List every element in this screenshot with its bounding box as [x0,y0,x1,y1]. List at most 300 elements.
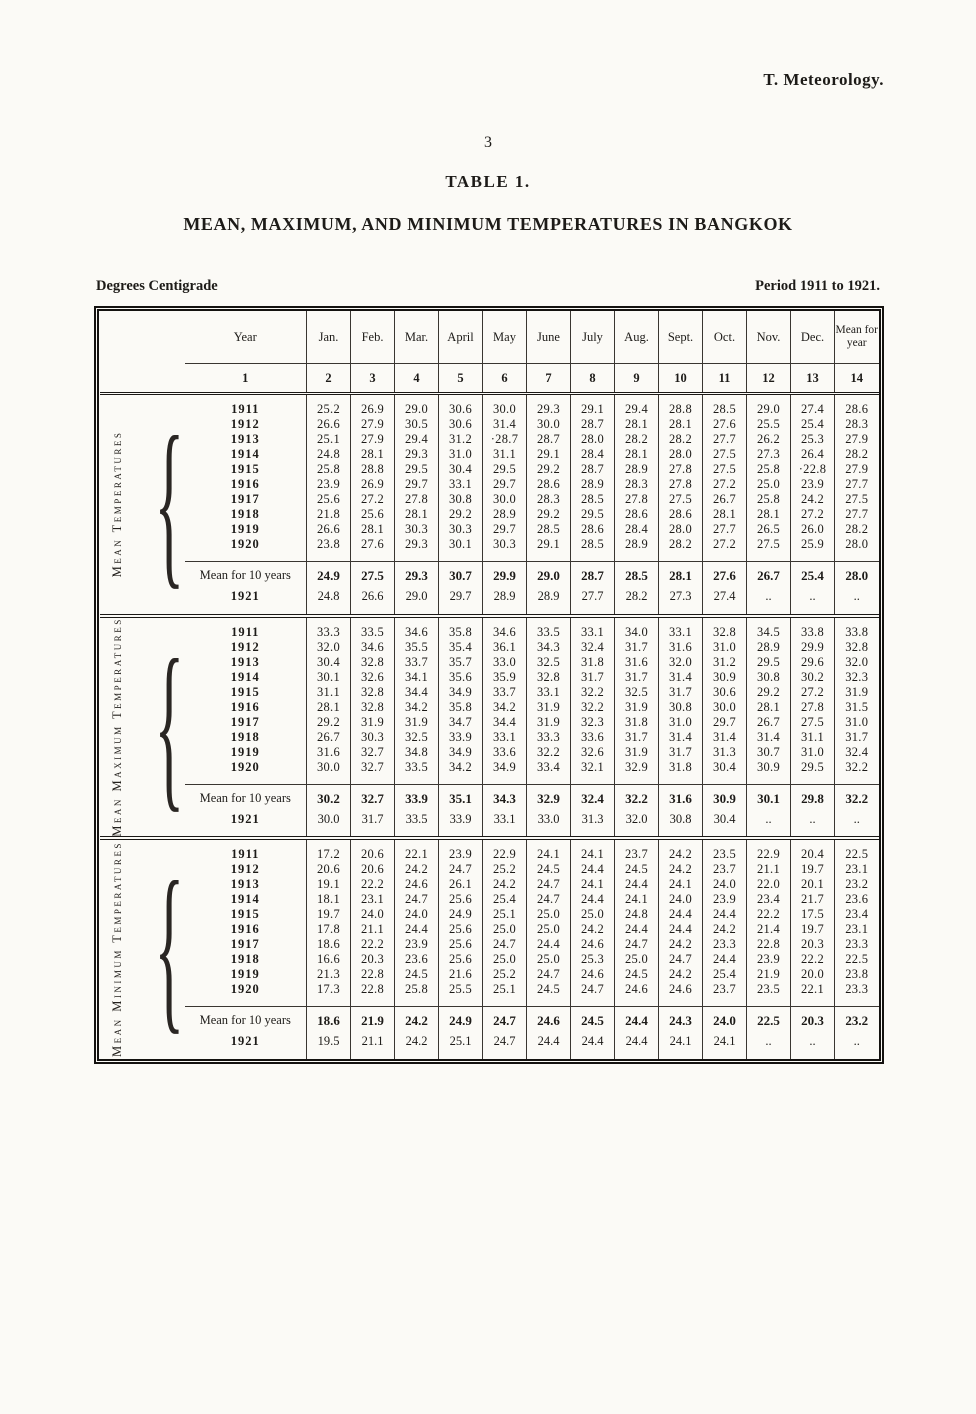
column-number: 8 [571,364,615,394]
temp-value-cell: 32.2 [527,745,571,760]
temp-value-cell: 32.5 [527,655,571,670]
temp-value-cell: 33.5 [395,760,439,785]
temp-value-cell: 31.8 [615,715,659,730]
temp-value-cell: 31.4 [747,730,791,745]
temp-value-cell: 24.8 [615,907,659,922]
temp-value-cell: 28.4 [571,447,615,462]
mean-value-cell: 29.8 [791,784,835,810]
temp-value-cell: 34.6 [483,618,527,640]
year-cell: 1915 [230,907,260,922]
column-header: April [439,311,483,364]
temp-value-cell: 31.4 [703,730,747,745]
temp-value-cell: 24.1 [571,877,615,892]
column-header: Feb. [351,311,395,364]
temp-value-cell: 31.7 [615,640,659,655]
temp-value-cell: 22.8 [351,967,395,982]
temp-value-cell: 25.6 [439,952,483,967]
mean-value-cell: 27.5 [351,562,395,588]
temp-value-cell: 24.4 [659,907,703,922]
temp-value-cell: 28.6 [527,477,571,492]
temp-value-cell: 25.0 [615,952,659,967]
temp-value-cell: 27.2 [703,537,747,562]
temp-value-cell: 31.7 [659,745,703,760]
temp-value-cell: 24.7 [659,952,703,967]
temp-value-cell: 31.6 [659,640,703,655]
temp-value-cell: 17.3 [307,982,351,1007]
temp-value-cell: 27.8 [659,477,703,492]
temp-value-cell: 30.2 [791,670,835,685]
mean-value-cell: 23.2 [835,1007,879,1033]
temp-value-cell: 24.5 [527,982,571,1007]
temp-value-cell: 18.1 [307,892,351,907]
temp-value-cell: 34.5 [747,618,791,640]
temp-value-cell: 30.9 [747,760,791,785]
temp-value-cell: 28.3 [615,477,659,492]
temp-value-cell: 20.6 [307,862,351,877]
temp-value-cell: 34.1 [395,670,439,685]
temp-value-cell: 24.7 [527,892,571,907]
temp-value-cell: 26.9 [351,394,395,418]
page-number: 3 [484,134,492,151]
temp-value-cell: 28.9 [483,587,527,616]
column-number: 4 [395,364,439,394]
temp-value-cell: 22.9 [483,840,527,862]
temp-value-cell: 27.4 [703,587,747,616]
temp-value-cell: 23.9 [791,477,835,492]
temp-value-cell: 29.1 [527,537,571,562]
temp-value-cell: 25.6 [439,937,483,952]
temp-value-cell: 27.9 [835,462,879,477]
temp-value-cell: 31.0 [703,640,747,655]
temp-value-cell: 25.1 [439,1032,483,1059]
temp-value-cell: 34.2 [439,760,483,785]
temp-value-cell: 31.7 [615,730,659,745]
year-cell: 1917 [230,714,260,729]
temp-value-cell: 29.7 [439,587,483,616]
temp-value-cell: 25.8 [747,492,791,507]
temp-value-cell: 25.2 [307,394,351,418]
temp-value-cell: 29.5 [747,655,791,670]
temp-value-cell: 28.0 [571,432,615,447]
temp-value-cell: 27.2 [791,507,835,522]
year-cell: 1916 [230,699,260,714]
temp-value-cell: 33.5 [395,810,439,839]
table-title: MEAN, MAXIMUM, AND MINIMUM TEMPERATURES IN BANGKOK [183,214,793,234]
mean-value-cell: 18.6 [307,1007,351,1033]
temp-value-cell: 21.1 [351,1032,395,1059]
temp-value-cell: 35.8 [439,618,483,640]
year-cell: 1921 [230,1034,260,1049]
temperature-table [100,311,879,1059]
temp-value-cell: 29.1 [527,447,571,462]
temp-value-cell: 23.9 [307,477,351,492]
temp-value-cell: 23.9 [703,892,747,907]
temp-value-cell: 28.1 [747,507,791,522]
temp-value-cell: 34.6 [395,618,439,640]
temp-value-cell: 17.8 [307,922,351,937]
temp-value-cell: 31.7 [571,670,615,685]
temp-value-cell: 29.7 [483,522,527,537]
year-cell: 1913 [230,877,260,892]
temp-value-cell: 24.2 [483,877,527,892]
temp-value-cell: 23.1 [835,862,879,877]
temp-value-cell: 29.0 [395,394,439,418]
temp-value-cell: 32.9 [615,760,659,785]
temp-value-cell: 30.8 [747,670,791,685]
temp-value-cell: 23.9 [439,840,483,862]
temp-value-cell: 33.6 [571,730,615,745]
mean-value-cell: 28.5 [615,562,659,588]
temp-value-cell: 28.2 [615,587,659,616]
mean-value-cell: 24.2 [395,1007,439,1033]
temp-value-cell: 24.4 [615,1032,659,1059]
temp-value-cell: 25.2 [483,862,527,877]
mean-value-cell: 25.4 [791,562,835,588]
temp-value-cell: 21.9 [747,967,791,982]
temp-value-cell: 23.3 [835,982,879,1007]
column-header: Aug. [615,311,659,364]
temp-value-cell: 34.9 [439,685,483,700]
temp-value-cell: 32.7 [351,760,395,785]
temp-value-cell: 33.3 [527,730,571,745]
temp-value-cell: 35.8 [439,700,483,715]
mean-value-cell: 28.0 [835,562,879,588]
temp-value-cell: 33.1 [527,685,571,700]
temp-value-cell: 22.1 [395,840,439,862]
column-header: June [527,311,571,364]
temp-value-cell: 32.6 [571,745,615,760]
temp-value-cell: 28.0 [835,537,879,562]
temp-value-cell: 32.2 [571,685,615,700]
temp-value-cell: 30.1 [439,537,483,562]
temp-value-cell: 23.2 [835,877,879,892]
temp-value-cell: 25.0 [483,952,527,967]
temp-value-cell: 32.6 [351,670,395,685]
temp-value-cell: 26.5 [747,522,791,537]
temp-value-cell: 29.2 [527,507,571,522]
temp-value-cell: 24.4 [703,952,747,967]
temp-value-cell: 24.2 [659,967,703,982]
temp-value-cell: 33.7 [483,685,527,700]
temp-value-cell: 26.7 [747,715,791,730]
temp-value-cell: 33.1 [483,810,527,839]
column-number: 12 [747,364,791,394]
temp-value-cell: 31.9 [615,745,659,760]
temp-value-cell: 27.2 [703,477,747,492]
year-cell: 1914 [230,669,260,684]
year-cell: 1916 [230,922,260,937]
temp-value-cell: 25.1 [307,432,351,447]
mean-value-cell: 24.5 [571,1007,615,1033]
mean-value-cell: 32.2 [615,784,659,810]
temp-value-cell: 27.7 [703,432,747,447]
temp-value-cell: 26.6 [307,522,351,537]
temp-value-cell: 24.6 [615,982,659,1007]
temp-value-cell: 24.4 [571,892,615,907]
temp-value-cell: 28.1 [747,700,791,715]
temp-value-cell: 29.6 [791,655,835,670]
temp-value-cell: 24.6 [571,937,615,952]
temp-value-cell: 34.8 [395,745,439,760]
temp-value-cell: 32.0 [307,640,351,655]
temp-value-cell: 24.2 [571,922,615,937]
temp-value-cell: 31.9 [615,700,659,715]
temp-value-cell: 28.5 [571,537,615,562]
temp-value-cell: 28.1 [703,507,747,522]
temp-value-cell: 25.0 [527,952,571,967]
temp-value-cell: 21.6 [439,967,483,982]
year-cell: 1911 [231,847,260,862]
temp-value-cell: 24.2 [791,492,835,507]
temp-value-cell: 23.1 [835,922,879,937]
temp-value-cell: 28.9 [483,507,527,522]
temp-value-cell: 24.4 [527,937,571,952]
temp-value-cell: 35.7 [439,655,483,670]
temp-value-cell: 33.1 [439,477,483,492]
temp-value-cell: 33.3 [307,618,351,640]
temp-value-cell: .. [747,810,791,839]
temp-value-cell: 24.1 [703,1032,747,1059]
temp-value-cell: 25.1 [483,907,527,922]
temp-value-cell: 32.2 [571,700,615,715]
temp-value-cell: 31.1 [791,730,835,745]
temp-value-cell: 27.6 [351,537,395,562]
temp-value-cell: 26.1 [439,877,483,892]
temp-value-cell: 27.4 [791,394,835,418]
temp-value-cell: 29.2 [527,462,571,477]
number-row-corner [100,364,185,394]
mean-value-cell: 30.2 [307,784,351,810]
temp-value-cell: 28.5 [703,394,747,418]
temp-value-cell: 24.1 [527,840,571,862]
temp-value-cell: 25.6 [439,922,483,937]
temp-value-cell: 27.7 [835,507,879,522]
running-head: T. Meteorology. [763,70,884,89]
section-brace: { [154,847,185,1052]
temp-value-cell: 24.0 [703,877,747,892]
temp-value-cell: 28.1 [307,700,351,715]
column-number: 10 [659,364,703,394]
year-cell: 1912 [230,862,260,877]
temp-value-cell: 34.2 [483,700,527,715]
temp-value-cell: 31.0 [659,715,703,730]
temp-value-cell: 24.4 [571,862,615,877]
temp-value-cell: ·28.7 [483,432,527,447]
temp-value-cell: 32.8 [351,655,395,670]
mean-value-cell: 24.9 [307,562,351,588]
mean-value-cell: 29.0 [527,562,571,588]
temp-value-cell: 31.0 [835,715,879,730]
temp-value-cell: .. [835,587,879,616]
section-brace: { [154,402,185,607]
temp-value-cell: 29.5 [395,462,439,477]
temp-value-cell: 31.9 [351,715,395,730]
temp-value-cell: 25.5 [747,417,791,432]
year-cell: 1919 [230,744,260,759]
column-header: Jan. [307,311,351,364]
temp-value-cell: 24.2 [659,937,703,952]
temp-value-cell: 32.0 [659,655,703,670]
temp-value-cell: 22.2 [791,952,835,967]
temp-value-cell: 29.0 [747,394,791,418]
temp-value-cell: 17.5 [791,907,835,922]
temp-value-cell: 28.7 [571,417,615,432]
temp-value-cell: 31.6 [615,655,659,670]
temp-value-cell: 29.5 [791,760,835,785]
temp-value-cell: 27.3 [747,447,791,462]
temp-value-cell: 35.9 [483,670,527,685]
temp-value-cell: 27.3 [659,587,703,616]
temp-value-cell: 33.8 [791,618,835,640]
temp-value-cell: 25.8 [747,462,791,477]
temp-value-cell: 30.0 [307,810,351,839]
temp-value-cell: 28.8 [659,394,703,418]
temp-value-cell: 29.3 [527,394,571,418]
temp-value-cell: 27.5 [703,447,747,462]
temp-value-cell: 23.6 [835,892,879,907]
temp-value-cell: 22.1 [791,982,835,1007]
temp-value-cell: 25.4 [703,967,747,982]
year-cell: 1918 [230,952,260,967]
temp-value-cell: 24.7 [615,937,659,952]
temp-value-cell: 21.7 [791,892,835,907]
mean-value-cell: 21.9 [351,1007,395,1033]
year-cell: 1913 [230,432,260,447]
temp-value-cell: 24.2 [395,1032,439,1059]
temp-value-cell: 25.4 [791,417,835,432]
section-label: Mean Minimum Temperatures [109,841,124,1058]
section-label-cell [100,840,185,1059]
temp-value-cell: 24.0 [659,892,703,907]
header-corner [100,311,185,364]
temp-value-cell: 24.2 [659,840,703,862]
temp-value-cell: .. [835,810,879,839]
temp-value-cell: 30.0 [483,394,527,418]
temp-value-cell: 31.5 [835,700,879,715]
temp-value-cell: 24.7 [571,982,615,1007]
temp-value-cell: 17.2 [307,840,351,862]
temp-value-cell: 31.7 [351,810,395,839]
temp-value-cell: 25.1 [483,982,527,1007]
temp-value-cell: 31.3 [703,745,747,760]
column-number: 6 [483,364,527,394]
temp-value-cell: .. [791,1032,835,1059]
temp-value-cell: 31.2 [703,655,747,670]
temp-value-cell: 24.5 [615,862,659,877]
temp-value-cell: 28.1 [615,417,659,432]
year-cell: 1915 [230,684,260,699]
temp-value-cell: 24.4 [659,922,703,937]
temp-value-cell: 27.8 [615,492,659,507]
temp-value-cell: 27.9 [351,432,395,447]
temp-value-cell: 27.8 [791,700,835,715]
mean-value-cell: 28.7 [571,562,615,588]
temp-value-cell: 30.9 [703,670,747,685]
temp-value-cell: 23.7 [703,862,747,877]
column-header: Nov. [747,311,791,364]
table-caption-label: TABLE 1. [445,172,531,191]
temp-value-cell: 30.0 [703,700,747,715]
temp-value-cell: 29.4 [615,394,659,418]
temp-value-cell: 32.3 [835,670,879,685]
temp-value-cell: 24.4 [527,1032,571,1059]
temp-value-cell: 23.1 [351,892,395,907]
temp-value-cell: 27.2 [791,685,835,700]
temp-value-cell: 25.0 [527,922,571,937]
temp-value-cell: 32.8 [527,670,571,685]
temp-value-cell: 29.5 [571,507,615,522]
temp-value-cell: 24.7 [395,892,439,907]
temp-value-cell: 24.4 [395,922,439,937]
year-cell: 1916 [230,477,260,492]
temp-value-cell: 24.1 [571,840,615,862]
temp-value-cell: 28.1 [351,522,395,537]
temp-value-cell: 31.0 [791,745,835,760]
temp-value-cell: 30.0 [307,760,351,785]
temp-value-cell: 28.1 [659,417,703,432]
temp-value-cell: 35.6 [439,670,483,685]
temp-value-cell: 32.4 [571,640,615,655]
temp-value-cell: 33.0 [483,655,527,670]
temp-value-cell: 30.1 [307,670,351,685]
column-header: Dec. [791,311,835,364]
temp-value-cell: 31.0 [439,447,483,462]
temp-value-cell: 20.1 [791,877,835,892]
temp-value-cell: 30.3 [351,730,395,745]
temp-value-cell: 28.0 [659,447,703,462]
section-label-cell [100,394,185,616]
temp-value-cell: 16.6 [307,952,351,967]
temp-value-cell: 24.4 [615,922,659,937]
temp-value-cell: 28.9 [527,587,571,616]
temp-value-cell: 27.5 [791,715,835,730]
temp-value-cell: 29.3 [395,537,439,562]
temp-value-cell: 28.9 [615,462,659,477]
temp-value-cell: 25.4 [483,892,527,907]
temp-value-cell: 32.5 [395,730,439,745]
temp-value-cell: 30.8 [659,700,703,715]
temp-value-cell: 27.5 [703,462,747,477]
temp-value-cell: 25.2 [483,967,527,982]
temp-value-cell: 19.7 [307,907,351,922]
temp-value-cell: 32.2 [835,760,879,785]
temp-value-cell: 24.7 [483,937,527,952]
temp-value-cell: 29.7 [703,715,747,730]
temp-value-cell: 24.4 [615,877,659,892]
temp-value-cell: 27.7 [571,587,615,616]
temp-value-cell: 31.1 [483,447,527,462]
temp-value-cell: 33.1 [571,618,615,640]
mean-row-label: Mean for 10 years [185,1007,307,1033]
temp-value-cell: 33.5 [351,618,395,640]
temp-value-cell: 23.9 [747,952,791,967]
temp-value-cell: 33.9 [439,810,483,839]
temp-value-cell: 28.7 [527,432,571,447]
temp-value-cell: 35.4 [439,640,483,655]
temp-value-cell: 23.3 [703,937,747,952]
temp-value-cell: 30.3 [439,522,483,537]
temp-value-cell: 24.8 [307,587,351,616]
temp-value-cell: 23.7 [615,840,659,862]
temp-value-cell: 28.9 [747,640,791,655]
temp-value-cell: 31.9 [527,715,571,730]
temp-value-cell: 23.4 [835,907,879,922]
temp-value-cell: 30.6 [439,417,483,432]
temp-value-cell: 30.4 [439,462,483,477]
mean-value-cell: 28.1 [659,562,703,588]
temp-value-cell: 34.6 [351,640,395,655]
column-header: July [571,311,615,364]
